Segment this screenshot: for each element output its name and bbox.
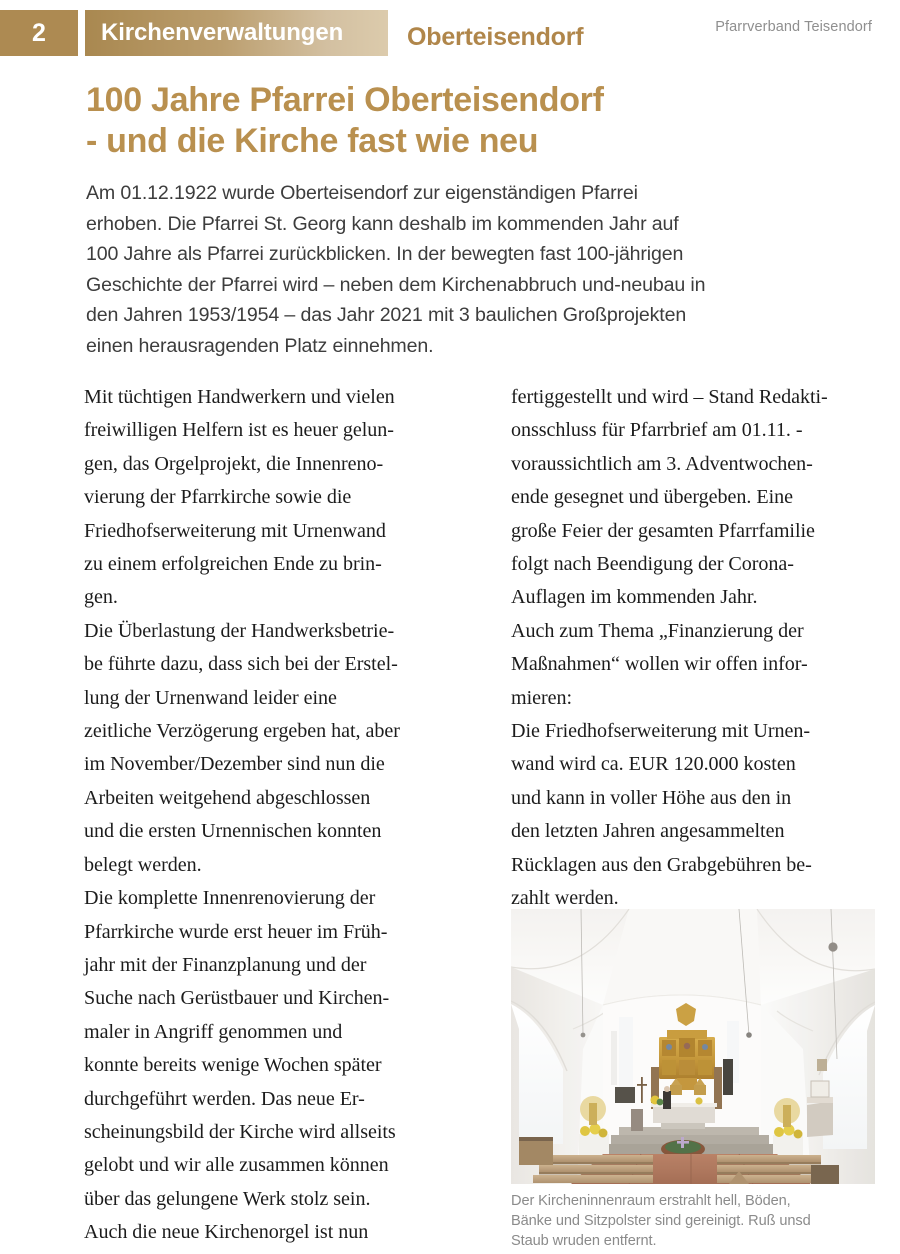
body-line: Auch zum Thema „Finanzierung der (511, 619, 804, 642)
church-interior-figure (511, 909, 875, 1251)
body-line: zu einem erfolgreichen Ende zu brin- (84, 553, 382, 576)
caption-line: Staub wruden entfernt. (511, 1233, 657, 1250)
article-intro (86, 178, 876, 361)
body-line: fertiggestellt und wird – Stand Redakti- (511, 386, 828, 408)
body-line: durchgeführt werden. Das neue Er- (84, 1087, 365, 1110)
intro-line: einen herausragenden Platz einnehmen. (86, 334, 434, 357)
body-line: und die ersten Urnennischen konnten (84, 820, 382, 843)
body-line: Mit tüchtigen Handwerkern und vielen (84, 386, 395, 408)
body-line: be führte dazu, dass sich bei der Erstel- (84, 653, 398, 676)
body-line: Maßnahmen“ wollen wir offen infor- (511, 653, 808, 676)
body-line: maler in Angriff genommen und (84, 1020, 343, 1043)
caption-line: Der Kircheninnenraum erstrahlt hell, Böden, (511, 1193, 791, 1209)
body-paragraph (511, 381, 883, 615)
intro-line: Geschichte der Pfarrei wird – neben dem Kirchenabbruch und-neubau in (86, 273, 706, 296)
intro-line: Am 01.12.1922 wurde Oberteisendorf zur eigenständigen Pfarrei (86, 182, 638, 204)
body-line: belegt werden. (84, 853, 202, 876)
body-line: lung der Urnenwand leider eine (84, 686, 337, 709)
body-line: freiwilligen Helfern ist es heuer gelun- (84, 419, 394, 442)
body-line: Friedhofserweiterung mit Urnenwand (84, 519, 386, 542)
article-columns (0, 381, 900, 1254)
body-line: gelobt und wir alle zusammen können (84, 1154, 389, 1177)
intro-line: erhoben. Die Pfarrei St. Georg kann deshalb im kommenden Jahr auf (86, 212, 679, 235)
body-line: im November/Dezember sind nun die (84, 753, 385, 776)
body-line: Auch die neue Kirchenorgel ist nun (84, 1221, 369, 1244)
section-label: Kirchenverwaltungen (101, 19, 344, 46)
parish-name: Oberteisendorf (407, 23, 584, 51)
page-number: 2 (31, 18, 47, 47)
body-line: Rücklagen aus den Grabgebühren be- (511, 853, 812, 876)
body-line: Die komplette Innenrenovierung der (84, 887, 376, 910)
page-number-block (0, 10, 78, 56)
body-line: und kann in voller Höhe aus den in (511, 786, 792, 809)
body-line: Arbeiten weitgehend abgeschlossen (84, 786, 371, 809)
body-line: große Feier der gesamten Pfarrfamilie (511, 519, 815, 542)
intro-line: 100 Jahre als Pfarrei zurückblicken. In der bewegten fast 100-jährigen (86, 243, 684, 266)
publication-name: Pfarrverband Teisendorf (715, 19, 872, 35)
body-paragraph (84, 882, 456, 1216)
column-left (84, 381, 456, 1250)
body-line: konnte bereits wenige Wochen später (84, 1054, 382, 1077)
body-line: gen, das Orgelprojekt, die Innenreno- (84, 452, 384, 475)
headline-line: 100 Jahre Pfarrei Oberteisendorf (86, 81, 604, 119)
intro-line: den Jahren 1953/1954 – das Jahr 2021 mit 3 baulichen Großprojekten (86, 304, 687, 327)
body-line: mieren: (511, 686, 573, 709)
body-line: wand wird ca. EUR 120.000 kosten (511, 753, 796, 776)
body-line: zahlt werden. (511, 887, 619, 910)
body-line: gen. (84, 586, 118, 609)
body-line: ende gesegnet und übergeben. Eine (511, 486, 793, 509)
body-line: folgt nach Beendigung der Corona- (511, 553, 794, 576)
body-paragraph (84, 1216, 456, 1249)
body-line: über das gelungene Werk stolz sein. (84, 1187, 371, 1210)
body-paragraph (84, 615, 456, 882)
body-line: den letzten Jahren angesammelten (511, 820, 785, 843)
body-paragraph (511, 715, 883, 915)
church-interior-photo (511, 909, 875, 1184)
body-line: Suche nach Gerüstbauer und Kirchen- (84, 987, 390, 1010)
article-headline (86, 80, 866, 163)
body-line: voraussichtlich am 3. Adventwochen- (511, 452, 813, 475)
body-line: onsschluss für Pfarrbrief am 01.11. - (511, 419, 803, 442)
photo-caption (511, 1191, 875, 1251)
body-paragraph (511, 615, 883, 715)
body-line: Die Friedhofserweiterung mit Urnen- (511, 720, 811, 743)
body-line: Auflagen im kommenden Jahr. (511, 586, 758, 609)
page-header (0, 10, 900, 58)
body-line: jahr mit der Finanzplanung und der (84, 953, 367, 976)
column-right (511, 381, 883, 916)
caption-line: Bänke und Sitzpolster sind gereinigt. Ruß unsd (511, 1213, 811, 1230)
body-line: Pfarrkirche wurde erst heuer im Früh- (84, 920, 388, 943)
body-paragraph (84, 381, 456, 615)
section-bar (85, 10, 388, 56)
body-line: zeitliche Verzögerung ergeben hat, aber (84, 720, 400, 743)
body-line: vierung der Pfarrkirche sowie die (84, 486, 352, 509)
body-line: scheinungsbild der Kirche wird allseits (84, 1120, 396, 1143)
body-line: Die Überlastung der Handwerksbetrie- (84, 619, 395, 642)
headline-line: - und die Kirche fast wie neu (86, 122, 539, 161)
